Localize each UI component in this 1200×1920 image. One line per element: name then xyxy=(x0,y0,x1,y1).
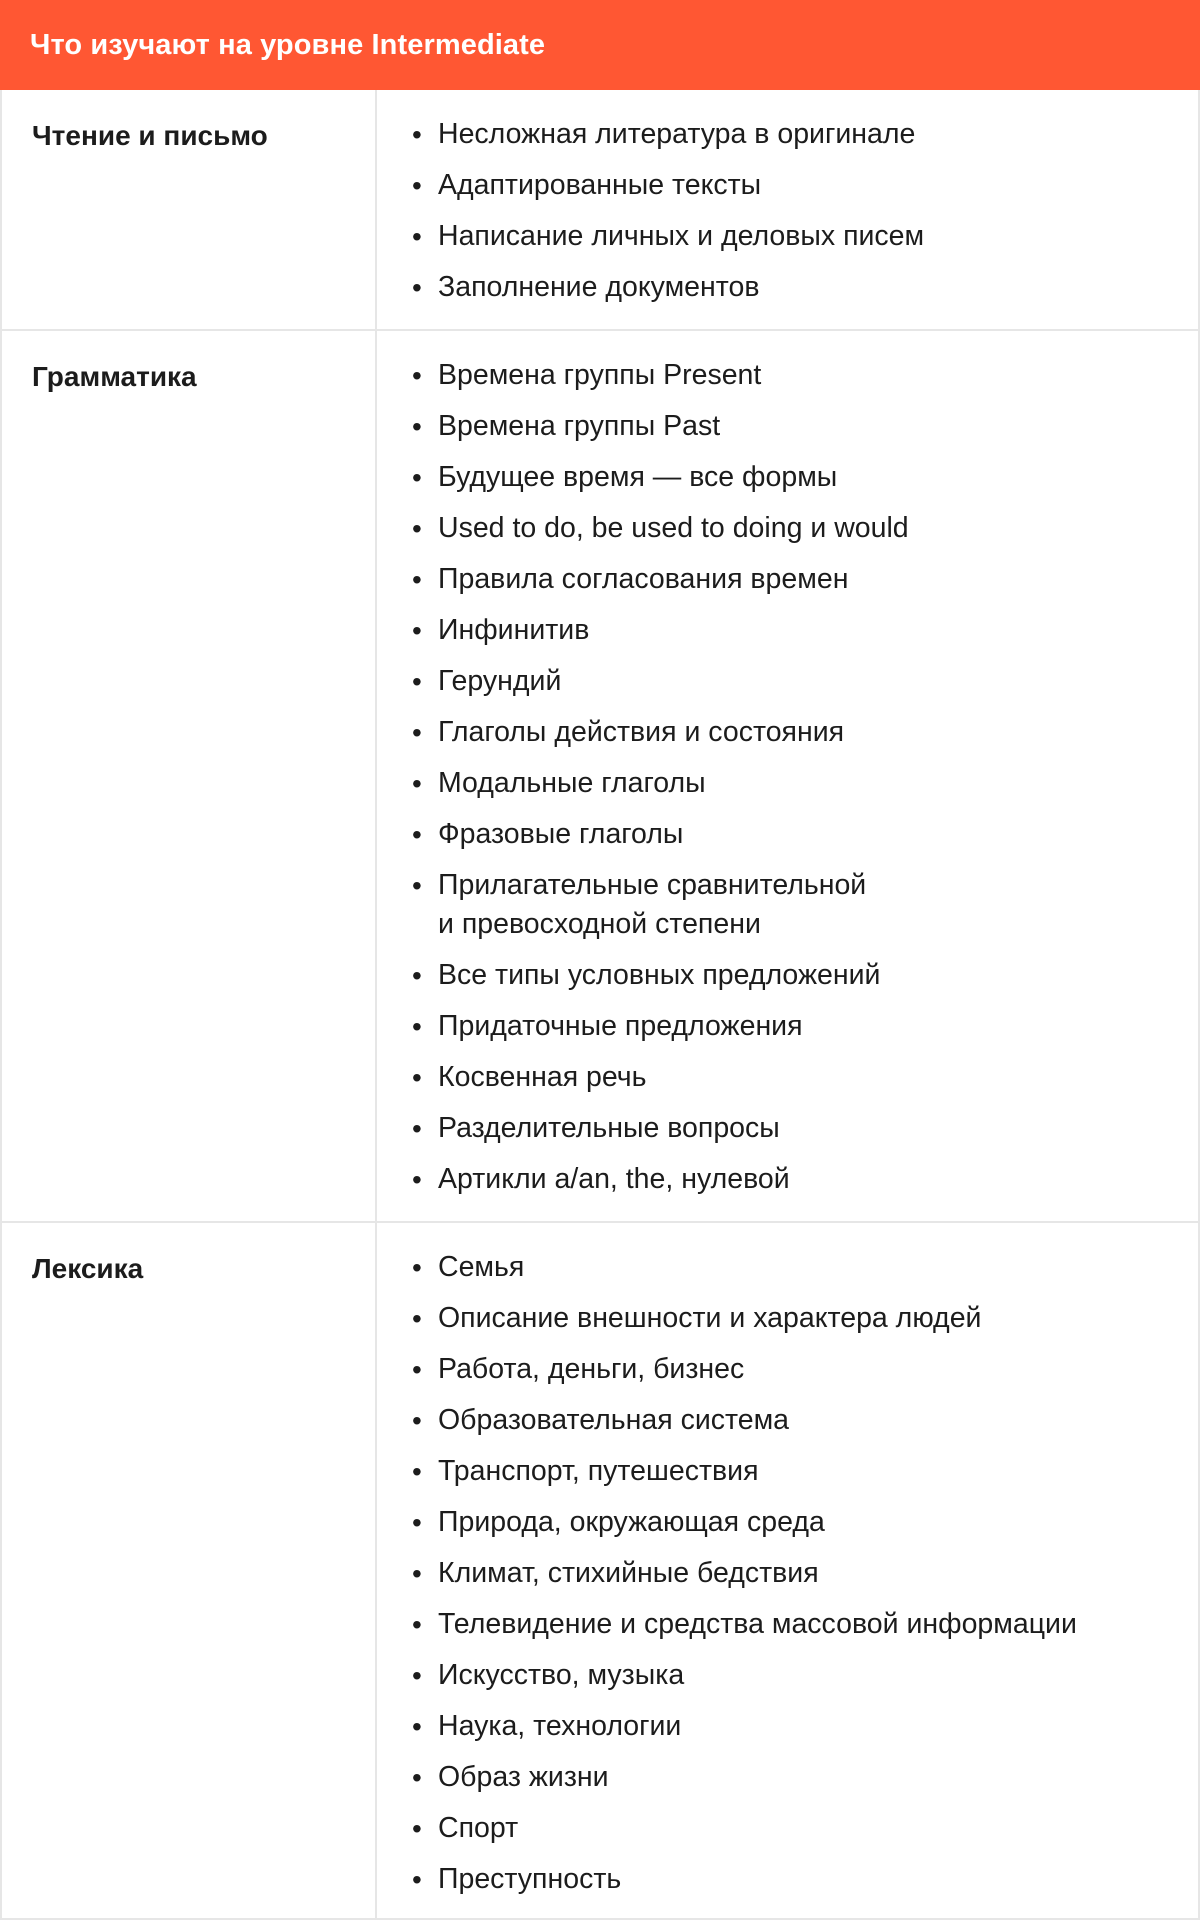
table-row xyxy=(2,1221,1198,1920)
list-item xyxy=(377,956,1198,995)
list-item-text: Природа, окружающая среда xyxy=(438,1506,825,1538)
list-item xyxy=(377,1554,1198,1593)
section-label-cell xyxy=(2,90,377,329)
section-items-cell xyxy=(377,1223,1198,1920)
list-item-text: Придаточные предложения xyxy=(438,1010,803,1042)
list-item xyxy=(377,1860,1198,1899)
list-item-text: Косвенная речь xyxy=(438,1061,647,1093)
list-item-text: Образ жизни xyxy=(438,1761,609,1793)
bullet-icon: • xyxy=(412,1558,422,1589)
bullet-icon: • xyxy=(412,717,422,748)
list-item xyxy=(377,1350,1198,1389)
list-item-text: Прилагательные сравнительной xyxy=(438,869,867,901)
list-item-text: Образовательная система xyxy=(438,1404,790,1436)
bullet-icon: • xyxy=(412,768,422,799)
list-item xyxy=(377,1656,1198,1695)
bullet-icon: • xyxy=(412,272,422,303)
bullet-icon: • xyxy=(412,1813,422,1844)
list-item-text: Инфинитив xyxy=(438,614,590,646)
section-label: Чтение и письмо xyxy=(32,120,268,151)
list-item xyxy=(377,1248,1198,1287)
list-item-text: Все типы условных предложений xyxy=(438,959,881,991)
list-item-text: Написание личных и деловых писем xyxy=(438,220,925,252)
list-item-text: Used to do, be used to doing и would xyxy=(438,512,909,544)
bullet-icon: • xyxy=(412,1405,422,1436)
list-item-text: Телевидение и средства массовой информации xyxy=(438,1608,1077,1640)
list-item-text: Времена группы Present xyxy=(438,359,762,391)
list-item xyxy=(377,866,1198,944)
bullet-icon: • xyxy=(412,564,422,595)
list-item xyxy=(377,1707,1198,1746)
topic-list xyxy=(377,115,1198,307)
list-item-text: Артикли a/an, the, нулевой xyxy=(438,1163,790,1195)
bullet-icon: • xyxy=(412,1303,422,1334)
section-label-cell xyxy=(2,1223,377,1920)
list-item-text: Климат, стихийные бедствия xyxy=(438,1557,819,1589)
list-item xyxy=(377,1605,1198,1644)
bullet-icon: • xyxy=(412,819,422,850)
table-title: Что изучают на уровне Intermediate xyxy=(30,28,546,61)
list-item-text: Времена группы Past xyxy=(438,410,721,442)
table-body xyxy=(2,90,1198,1920)
list-item xyxy=(377,115,1198,154)
bullet-icon: • xyxy=(412,1011,422,1042)
bullet-icon: • xyxy=(412,1354,422,1385)
list-item xyxy=(377,560,1198,599)
list-item-text: Спорт xyxy=(438,1812,519,1844)
list-item-text: Транспорт, путешествия xyxy=(438,1455,759,1487)
list-item-text: Будущее время — все формы xyxy=(438,461,838,493)
list-item-text: Преступность xyxy=(438,1863,622,1895)
bullet-icon: • xyxy=(412,1864,422,1895)
list-item-text: Модальные глаголы xyxy=(438,767,706,799)
bullet-icon: • xyxy=(412,615,422,646)
list-item xyxy=(377,1007,1198,1046)
bullet-icon: • xyxy=(412,1456,422,1487)
list-item xyxy=(377,1160,1198,1199)
section-items-cell xyxy=(377,90,1198,329)
topic-list xyxy=(377,1248,1198,1899)
bullet-icon: • xyxy=(412,1762,422,1793)
bullet-icon: • xyxy=(412,360,422,391)
list-item xyxy=(377,1809,1198,1848)
topic-list xyxy=(377,356,1198,1199)
bullet-icon: • xyxy=(412,960,422,991)
list-item-text: Правила согласования времен xyxy=(438,563,849,595)
section-items-cell xyxy=(377,331,1198,1221)
list-item xyxy=(377,509,1198,548)
list-item xyxy=(377,662,1198,701)
list-item-text: Заполнение документов xyxy=(438,271,760,303)
list-item xyxy=(377,611,1198,650)
list-item-text: Несложная литература в оригинале xyxy=(438,118,916,150)
list-item xyxy=(377,713,1198,752)
list-item-text: Искусство, музыка xyxy=(438,1659,685,1691)
list-item-text: Разделительные вопросы xyxy=(438,1112,780,1144)
list-item xyxy=(377,458,1198,497)
list-item xyxy=(377,815,1198,854)
bullet-icon: • xyxy=(412,1164,422,1195)
bullet-icon: • xyxy=(412,411,422,442)
list-item xyxy=(377,1401,1198,1440)
bullet-icon: • xyxy=(412,666,422,697)
bullet-icon: • xyxy=(412,870,422,901)
list-item-text: Работа, деньги, бизнес xyxy=(438,1353,745,1385)
bullet-icon: • xyxy=(412,119,422,150)
bullet-icon: • xyxy=(412,221,422,252)
list-item xyxy=(377,407,1198,446)
list-item-text: Семья xyxy=(438,1251,525,1283)
list-item-text: Описание внешности и характера людей xyxy=(438,1302,982,1334)
list-item xyxy=(377,1109,1198,1148)
list-item-text: Глаголы действия и состояния xyxy=(438,716,845,748)
bullet-icon: • xyxy=(412,513,422,544)
list-item xyxy=(377,764,1198,803)
list-item-text: Фразовые глаголы xyxy=(438,818,684,850)
section-label-cell xyxy=(2,331,377,1221)
bullet-icon: • xyxy=(412,1507,422,1538)
table-row xyxy=(2,329,1198,1221)
list-item xyxy=(377,1299,1198,1338)
table-header xyxy=(0,0,1200,90)
section-label: Лексика xyxy=(32,1253,144,1284)
table-row xyxy=(2,90,1198,329)
bullet-icon: • xyxy=(412,170,422,201)
list-item xyxy=(377,356,1198,395)
bullet-icon: • xyxy=(412,1062,422,1093)
bullet-icon: • xyxy=(412,1113,422,1144)
list-item-text: Адаптированные тексты xyxy=(438,169,762,201)
list-item xyxy=(377,1058,1198,1097)
bullet-icon: • xyxy=(412,1660,422,1691)
bullet-icon: • xyxy=(412,1252,422,1283)
list-item-text: и превосходной степени xyxy=(438,908,761,940)
list-item-text: Наука, технологии xyxy=(438,1710,682,1742)
list-item xyxy=(377,1452,1198,1491)
bullet-icon: • xyxy=(412,1711,422,1742)
list-item-text: Герундий xyxy=(438,665,562,697)
list-item xyxy=(377,1503,1198,1542)
list-item xyxy=(377,217,1198,256)
list-item xyxy=(377,166,1198,205)
list-item xyxy=(377,1758,1198,1797)
bullet-icon: • xyxy=(412,462,422,493)
section-label: Грамматика xyxy=(32,361,197,392)
list-item xyxy=(377,268,1198,307)
bullet-icon: • xyxy=(412,1609,422,1640)
